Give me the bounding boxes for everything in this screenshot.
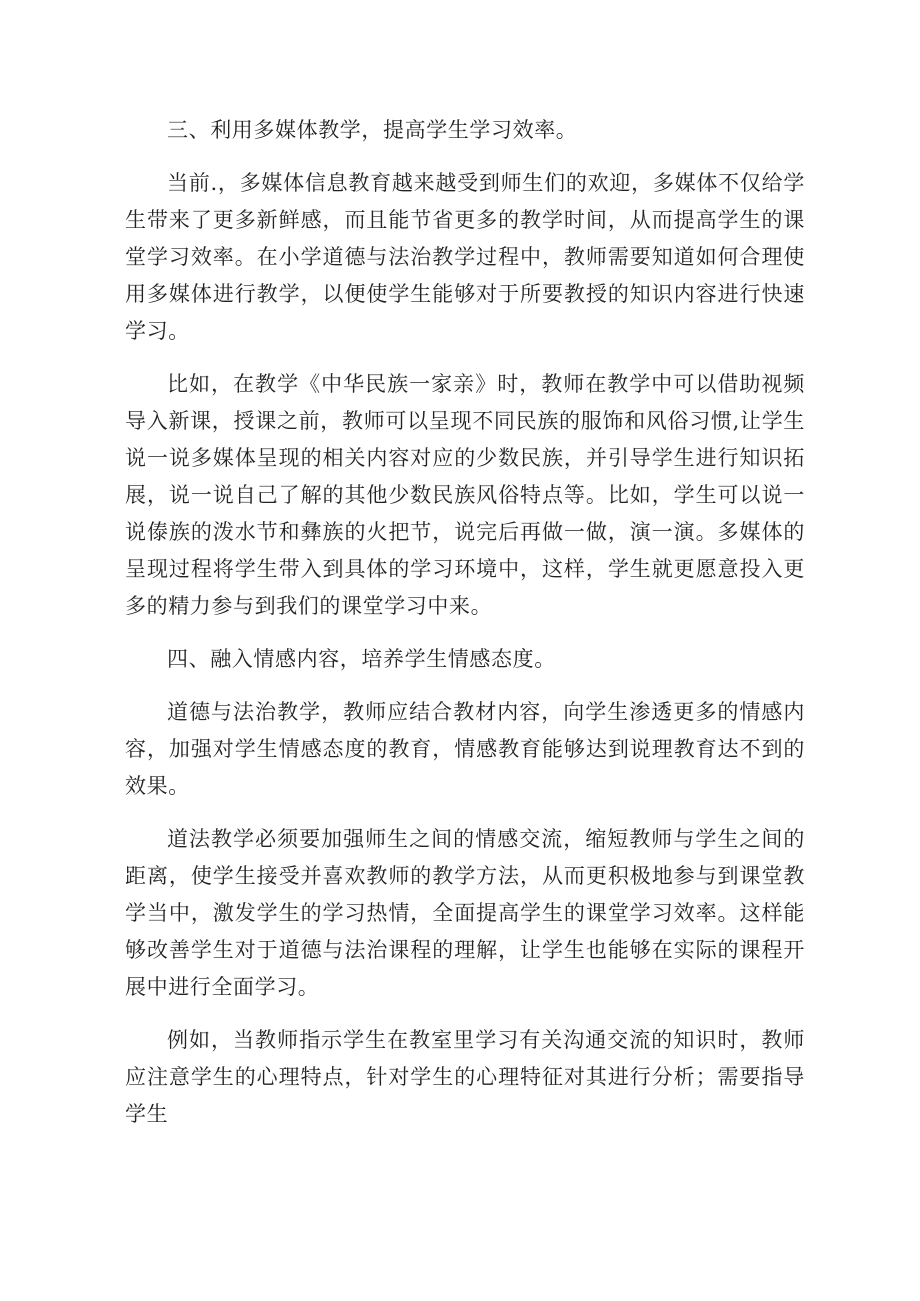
document-body: [125, 112, 805, 1149]
paragraph: 比如，在教学《中华民族一家亲》时，教师在教学中可以借助视频导入新课，授课之前，教师可以呈现不同民族的服饰和风俗习惯,让学生说一说多媒体呈现的相关内容对应的少数民族，并引导学生进行知识拓展，说一说自己了解的其他少数民族风俗特点等。比如，学生可以说一说傣族的泼水节和彝族的火把节，说完后再做一做，演一演。多媒体的呈现过程将学生带入到具体的学习环境中，这样，学生就更愿意投入更多的精力参与到我们的课堂学习中来。: [125, 372, 805, 618]
paragraph: 当前.，多媒体信息教育越来越受到师生们的欢迎，多媒体不仅给学生带来了更多新鲜感，而且能节省更多的教学时间，从而提高学生的课堂学习效率。在小学道德与法治教学过程中，教师需要知道如何合理使用多媒体进行教学，以便使学生能够对于所要教授的知识内容进行快速学习。: [125, 171, 805, 343]
paragraph: 例如，当教师指示学生在教室里学习有关沟通交流的知识时，教师应注意学生的心理特点，针对学生的心理特征对其进行分析；需要指导学生: [125, 1028, 805, 1126]
section-heading-3: 三、利用多媒体教学，提高学生学习效率。: [167, 118, 578, 142]
section-heading-4: 四、融入情感内容，培养学生情感态度。: [167, 647, 556, 671]
paragraph: 道法教学必须要加强师生之间的情感交流，缩短教师与学生之间的距离，使学生接受并喜欢教师的教学方法，从而更积极地参与到课堂教学当中，激发学生的学习热情，全面提高学生的课堂学习效率。这样能够改善学生对于道德与法治课程的理解，让学生也能够在实际的课程开展中进行全面学习。: [125, 827, 805, 999]
paragraph: 道德与法治教学，教师应结合教材内容，向学生渗透更多的情感内容，加强对学生情感态度的教育，情感教育能够达到说理教育达不到的效果。: [125, 700, 805, 798]
